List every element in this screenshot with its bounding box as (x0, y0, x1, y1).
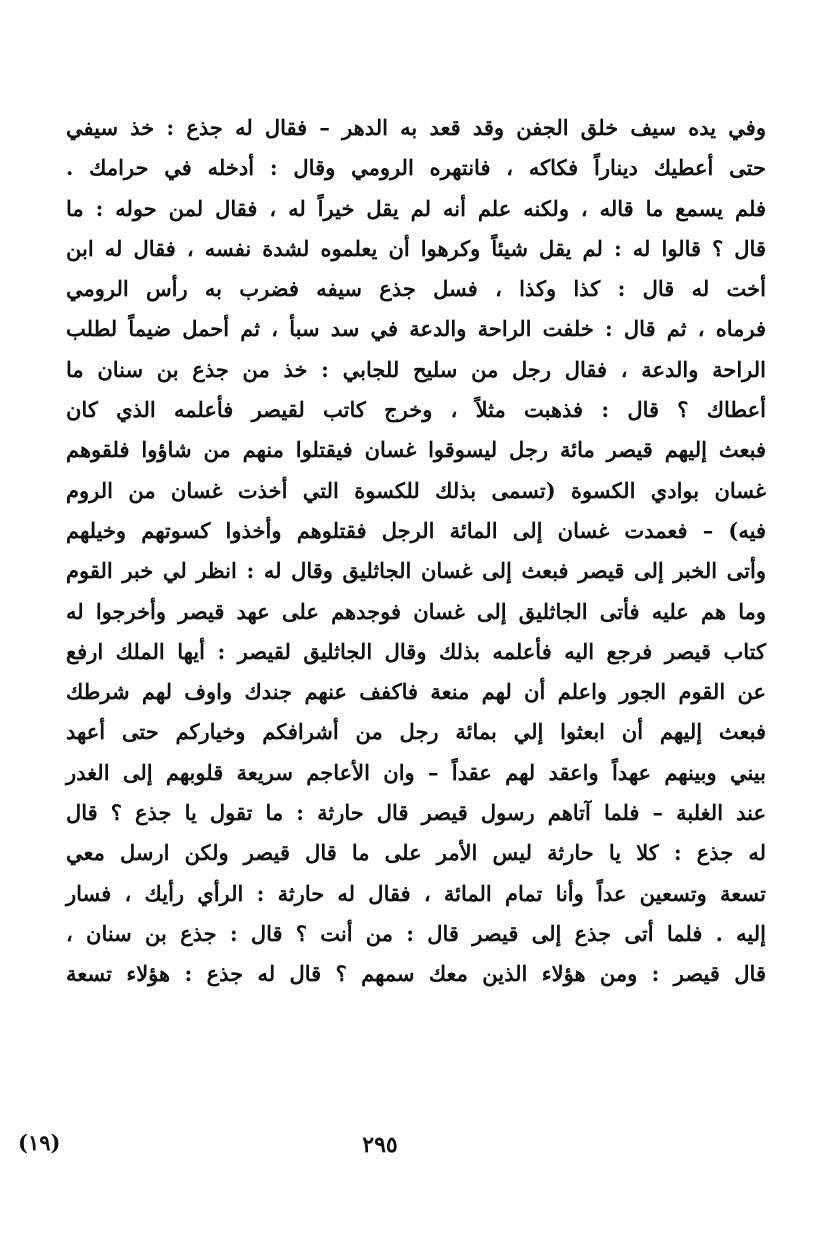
text-line: عند الغلبة – فلما آتاهم رسول قيصر قال حارثة : ما تقول يا جذع ؟ قال (66, 800, 766, 826)
text-line: له جذع : كلا يا حارثة ليس الأمر على ما قال قيصر ولكن ارسل معي (66, 840, 766, 866)
text-line: قال قيصر : ومن هؤلاء الذين معك سمهم ؟ قال له جذع : هؤلاء تسعة (66, 961, 766, 987)
text-line: وأتى الخبر إلى قيصر فبعث إلى غسان الجاثليق وقال له : انظر لي خبر القوم (66, 558, 766, 584)
text-line: حتى أعطيك ديناراً فكاكه ، فانتهره الرومي وقال : أدخله في حرامك . (66, 155, 766, 181)
body-text (66, 108, 766, 995)
text-line: وما هم عليه فأتى الجاثليق إلى غسان فوجدهم على عهد قيصر وأخرجوا له (66, 598, 766, 624)
text-line: فبعث إليهم أن ابعثوا إلي بمائة رجل من أشرافكم وخياركم حتى أعهد (66, 719, 766, 745)
text-line: غسان بوادي الكسوة (تسمى بذلك للكسوة التي أخذت غسان من الروم (66, 477, 766, 503)
text-line: الراحة والدعة ، فقال رجل من سليح للجابي : خذ من جذع بن سنان ما (66, 356, 766, 382)
text-line: أعطاك ؟ قال : فذهبت مثلاً ، وخرج كاتب لقيصر فأعلمه الذي كان (66, 397, 766, 423)
text-line: قال ؟ قالوا له : لم يقل شيئاً وكرهوا أن يعلموه لشدة نفسه ، فقال له ابن (66, 235, 766, 261)
text-line: عن القوم الجور واعلم أن لهم منعة فاكفف عنهم جندك واوف لهم شرطك (66, 679, 766, 705)
text-line: بيني وبينهم عهداً واعقد لهم عقداً – وان الأعاجم سريعة قلوبهم إلى الغدر (66, 759, 766, 785)
text-line: إليه . فلما أتى جذع إلى قيصر قال : من أنت ؟ قال : جذع بن سنان ، (66, 920, 766, 946)
text-line: فيه) – فعمدت غسان إلى المائة الرجل فقتلوهم وأخذوا كسوتهم وخيلهم (66, 517, 766, 543)
page-number: ٢٩٥ (362, 1132, 398, 1158)
text-line: تسعة وتسعين عداً وأنا تمام المائة ، فقال له حارثة : الرأي رأيك ، فسار (66, 880, 766, 906)
text-line: فرماه ، ثم قال : خلفت الراحة والدعة في سد سبأ ، ثم أحمل ضيماً لطلب (66, 316, 766, 342)
text-line: فبعث إليهم قيصر مائة رجل ليسوقوا غسان فيقتلوا منهم من شاؤوا فلقوهم (66, 437, 766, 463)
text-line: كتاب قيصر فرجع اليه فأعلمه بذلك وقال الجاثليق لقيصر : أيها الملك ارفع (66, 638, 766, 664)
signature-mark: (١٩) (18, 1130, 61, 1155)
text-line: فلم يسمع ما قاله ، ولكنه علم أنه لم يقل خيراً له ، فقال لمن حوله : ما (66, 195, 766, 221)
text-line: وفي يده سيف خلق الجفن وقد قعد به الدهر – فقال له جذع : خذ سيفي (66, 115, 766, 140)
text-line: أخت له قال : كذا وكذا ، فسل جذع سيفه فضرب به رأس الرومي (66, 276, 766, 302)
